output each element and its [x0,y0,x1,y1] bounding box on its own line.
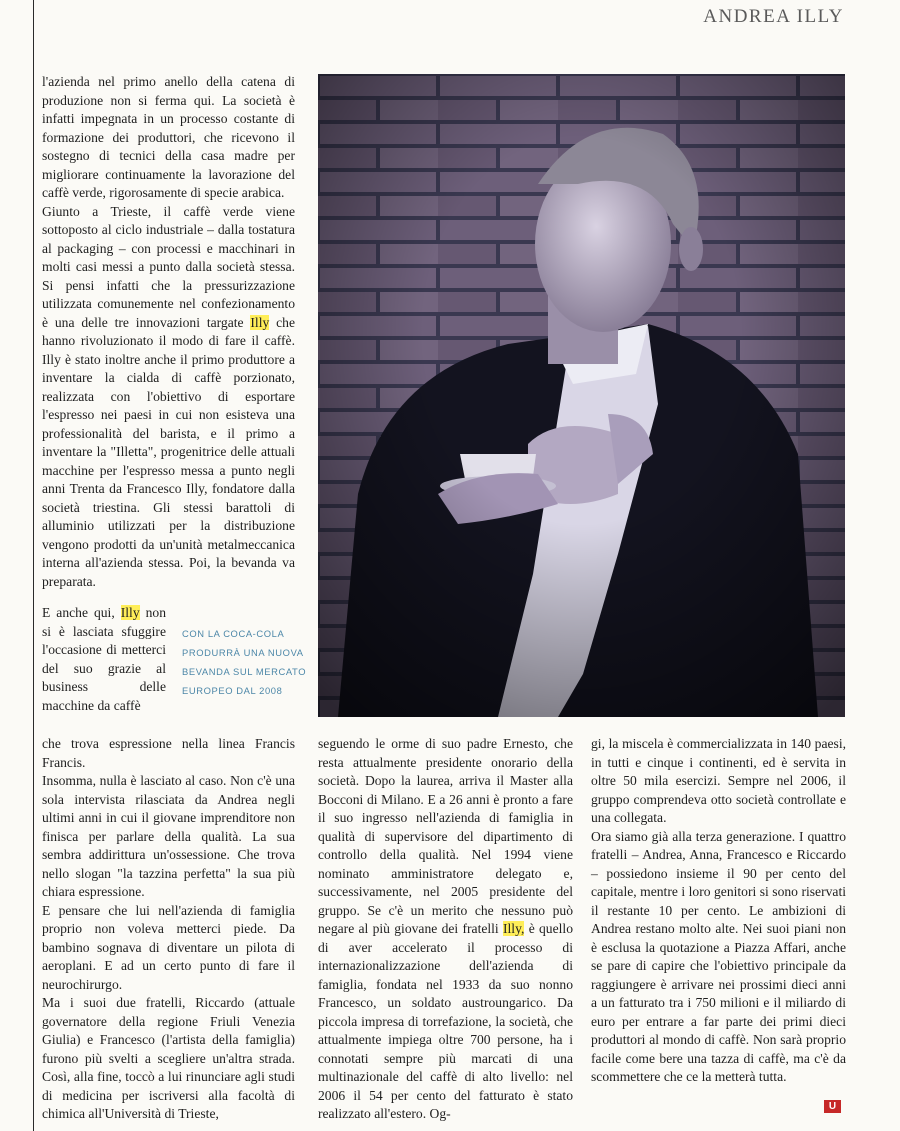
paragraph-4: E pensare che lui nell'azienda di famiglia proprio non voleva metterci piede. Da bambino sognava di diventare un pilota di aeroplani. E ad un certo punto di fare il neurochirurgo. [42,902,295,992]
article-column-1-top [42,73,295,591]
paragraph-wrap-end: che trova espressione nella linea Francis Francis. [42,736,295,770]
portrait-image [318,74,845,717]
highlight-illy: Illy, [503,921,525,936]
end-mark-logo: U [824,1100,841,1113]
pull-quote: CON LA COCA-COLA PRODURRÀ UNA NUOVA BEVANDA SUL MERCATO EUROPEO DAL 2008 [182,628,307,696]
paragraph-col3-1: gi, la miscela è commercializzata in 140 paesi, in tutti e cinque i continenti, ed è servita in oltre 50 mila esercizi. Sempre nel 2006, il gruppo comprendeva otto società controllate e una collegata. [591,736,846,825]
paragraph-3: Insomma, nulla è lasciato al caso. Non c'è una sola intervista rilasciata da Andrea negli ultimi anni in cui il giovane imprenditore non finisca per parlare della qualità. La sua sembra addirittura un'ossessione. Che trova nello slogan "la tazzina perfetta" la sua più chiara espressione. [42,773,295,899]
article-column-1-bottom [42,735,295,1124]
page-margin-rule [33,0,34,1131]
paragraph-1: l'azienda nel primo anello della catena di produzione non si ferma qui. La società è infatti impegnata in un processo costante di formazione dei produttori, che ricevono il sostegno di tecnici della casa madre per migliorare continuamente la lavorazione del caffè verde, rigorosamente di specie arabica. [42,74,295,200]
paragraph-2: Giunto a Trieste, il caffè verde viene sottoposto al ciclo industriale – dalla tostatura al packaging – con processi e macchinari in molti casi messi a punto dalla società stessa. Si pensi infatti che la pressurizzazione utilizzata comunemente nel confezionamento è una delle tre innovazioni targate Illy che hanno rivoluzionato il modo di fare il caffè. Illy è stato inoltre anche il primo produttore a inventare la cialda di caffè porzionato, realizzata con l'obiettivo di esportare l'espresso nei paesi in cui non esisteva una professionalità del barista, e il primo a inventare la "Illetta", progenitrice delle attuali macchine per l'espresso messa a punto negli anni Trenta da Francesco Illy, fondatore dalla società triestina. Gli stessi barattoli di alluminio utilizzati per la distribuzione vengono prodotti da un'unità metalmeccanica interna all'azienda stessa. Poi, la bevanda va preparata. [42,203,296,589]
paragraph-col3-2: Ora siamo già alla terza generazione. I quattro fratelli – Andrea, Anna, Francesco e Riccardo – possiedono insieme il 90 per cento del capitale, mentre i loro genitori si sono riservati il restante 10 per cento. Le ambizioni di Andrea restano molto alte. Nei suoi piani non è esclusa la quotazione a Piazza Affari, anche se pare di capire che l'obiettivo principale da raggiungere è arrivare nei prossimi dieci anni a un fatturato tra i 750 milioni e il miliardo di euro per entrare a far parte dei primi dieci produttori al mondo di caffè. Non sarà proprio facile come bere una tazza di caffè, ma c'è da scommettere che ce la metterà tutta. [591,828,846,1084]
wrapped-text: E anche qui, Illy non si è lasciata sfuggire l'occasione di metterci del suo grazie al business delle macchine da caffè [42,605,166,713]
highlight-illy: Illy [120,605,140,620]
page-header: ANDREA ILLY [703,6,844,27]
paragraph-5: Ma i suoi due fratelli, Riccardo (attuale governatore della regione Friuli Venezia Giulia) e Francesco (l'artista della famiglia) furono più svelti a scegliere un'altra strada. Così, alla fine, toccò a lui rinunciare agli studi di medicina per iscriversi alla facoltà di chimica all'Università di Trieste, [42,995,295,1121]
article-column-3 [591,735,846,1087]
highlight-illy: Illy [250,314,270,330]
article-column-2 [318,735,573,1124]
paragraph-col2: seguendo le orme di suo padre Ernesto, che resta attualmente presidente onorario della società. Dopo la laurea, arriva il Master alla Bocconi di Milano. E a 26 anni è pronto a fare il suo ingresso nell'azienda di famiglia in qualità di supervisore del dipartimento di controllo della qualità. Nel 1994 viene nominato amministratore delegato e, successivamente, nel 2005 presidente del gruppo. Se c'è un merito che nessuno può negare al più giovane dei fratelli Illy, è quello di aver accelerato il processo di internazionalizzazione dell'azienda di famiglia, fondata nel 1933 da suo nonno Francesco, un soldato austroungarico. Da piccola impresa di torrefazione, la società, che attualmente impiega oltre 700 persone, ha i connotati sempre più marcati di una multinazionale del caffè di alto livello: nel 2006 il 54 per cento del fatturato è stato realizzato all'estero. Og- [318,736,573,1121]
portrait-photo [318,74,845,717]
